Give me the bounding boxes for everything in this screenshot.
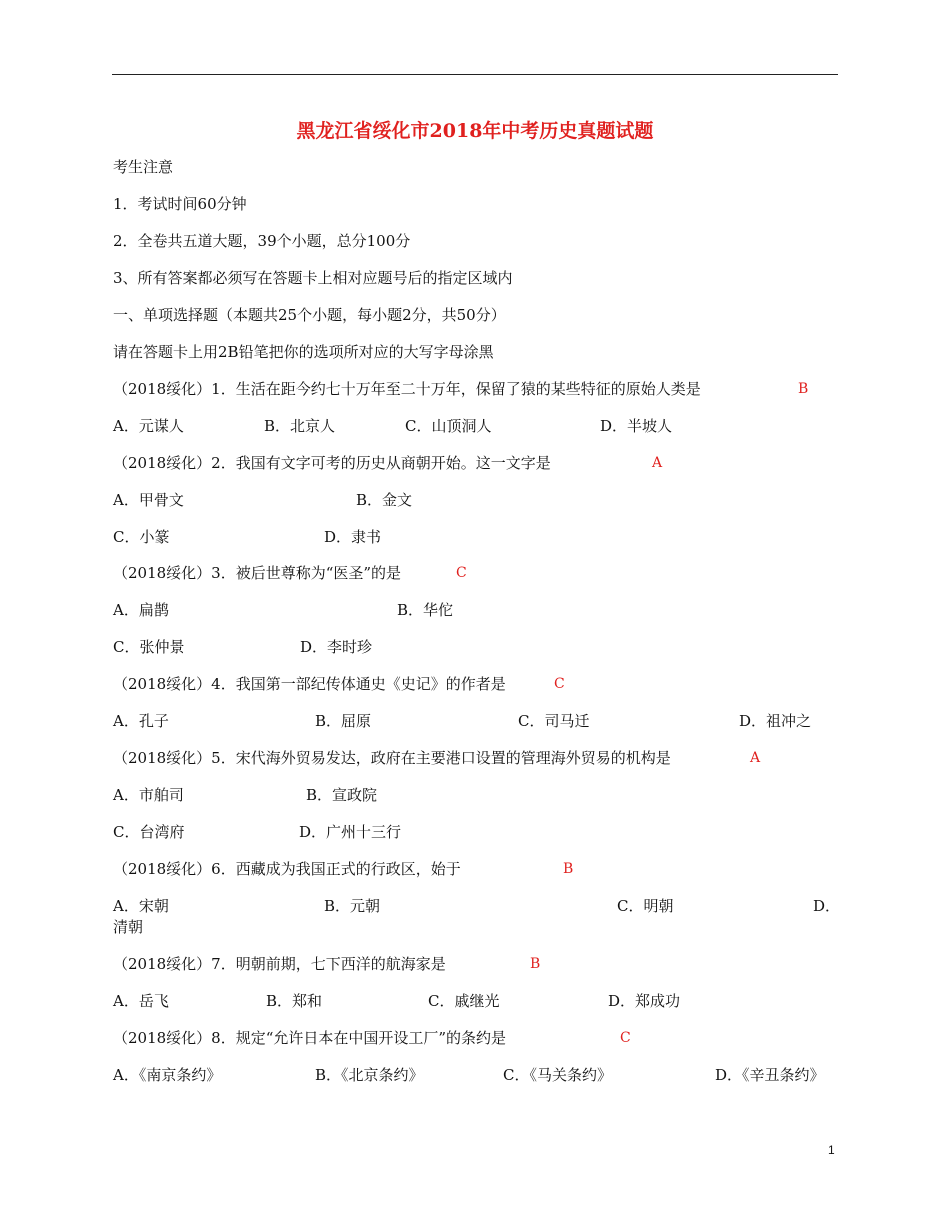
option: B．宣政院 <box>306 786 378 804</box>
option: A．岳飞 <box>113 992 169 1010</box>
option: C．山顶洞人 <box>405 417 492 435</box>
option: D． <box>813 897 841 915</box>
answer-mark: B <box>798 381 809 397</box>
question-stem: （2018绥化）6．西藏成为我国正式的行政区，始于 <box>113 860 461 878</box>
option: D．李时珍 <box>300 638 373 656</box>
option: B．郑和 <box>266 992 323 1010</box>
option: D．隶书 <box>324 528 382 546</box>
option: D．半坡人 <box>600 417 673 435</box>
option: C．《马关条约》 <box>503 1066 612 1084</box>
notice-item: 3、所有答案都必须写在答题卡上相对应题号后的指定区域内 <box>113 269 513 287</box>
question-stem: （2018绥化）1．生活在距今约七十万年至二十万年，保留了猿的某些特征的原始人类是 <box>113 380 701 398</box>
answer-mark: C <box>456 565 467 581</box>
answer-mark: A <box>750 750 761 766</box>
answer-mark: B <box>563 861 574 877</box>
question-stem: （2018绥化）2．我国有文字可考的历史从商朝开始。这一文字是 <box>113 454 551 472</box>
question-stem: （2018绥化）3．被后世尊称为“医圣”的是 <box>113 564 402 582</box>
option: C．张仲景 <box>113 638 185 656</box>
question-stem: （2018绥化）7．明朝前期，七下西洋的航海家是 <box>113 955 446 973</box>
section-heading: 一、单项选择题（本题共25个小题，每小题2分，共50分） <box>113 306 506 324</box>
option-wrap: 清朝 <box>113 918 144 936</box>
document-title: 黑龙江省绥化市2018年中考历史真题试题 <box>296 120 654 142</box>
option: B．元朝 <box>324 897 381 915</box>
option: A．甲骨文 <box>113 491 184 509</box>
option: A．《南京条约》 <box>113 1066 222 1084</box>
option: B．北京人 <box>264 417 336 435</box>
answer-mark: B <box>530 956 541 972</box>
question-stem: （2018绥化）4．我国第一部纪传体通史《史记》的作者是 <box>113 675 506 693</box>
option: C．小篆 <box>113 528 170 546</box>
option: C．戚继光 <box>428 992 500 1010</box>
question-stem: （2018绥化）5．宋代海外贸易发达，政府在主要港口设置的管理海外贸易的机构是 <box>113 749 671 767</box>
answer-mark: C <box>554 676 565 692</box>
option: B．华佗 <box>397 601 454 619</box>
page-number: 1 <box>828 1143 835 1157</box>
option: B．屈原 <box>315 712 372 730</box>
option: A．宋朝 <box>113 897 169 915</box>
notice-heading: 考生注意 <box>113 158 174 176</box>
section-instruction: 请在答题卡上用2B铅笔把你的选项所对应的大写字母涂黑 <box>113 343 494 361</box>
option: B．金文 <box>356 491 413 509</box>
option: C．台湾府 <box>113 823 185 841</box>
option: B．《北京条约》 <box>315 1066 424 1084</box>
option: A．市舶司 <box>113 786 184 804</box>
option: A．元谋人 <box>113 417 184 435</box>
option: C．明朝 <box>617 897 674 915</box>
header-rule <box>112 74 838 75</box>
option: D．广州十三行 <box>299 823 402 841</box>
option: D．郑成功 <box>608 992 681 1010</box>
option: C．司马迁 <box>518 712 590 730</box>
option: D．《辛丑条约》 <box>715 1066 825 1084</box>
answer-mark: C <box>620 1030 631 1046</box>
notice-item: 2．全卷共五道大题，39个小题，总分100分 <box>113 232 411 250</box>
answer-mark: A <box>652 455 663 471</box>
notice-item: 1．考试时间60分钟 <box>113 195 247 213</box>
option: A．扁鹊 <box>113 601 169 619</box>
option: D．祖冲之 <box>739 712 812 730</box>
question-stem: （2018绥化）8．规定“允许日本在中国开设工厂”的条约是 <box>113 1029 507 1047</box>
option: A．孔子 <box>113 712 169 730</box>
